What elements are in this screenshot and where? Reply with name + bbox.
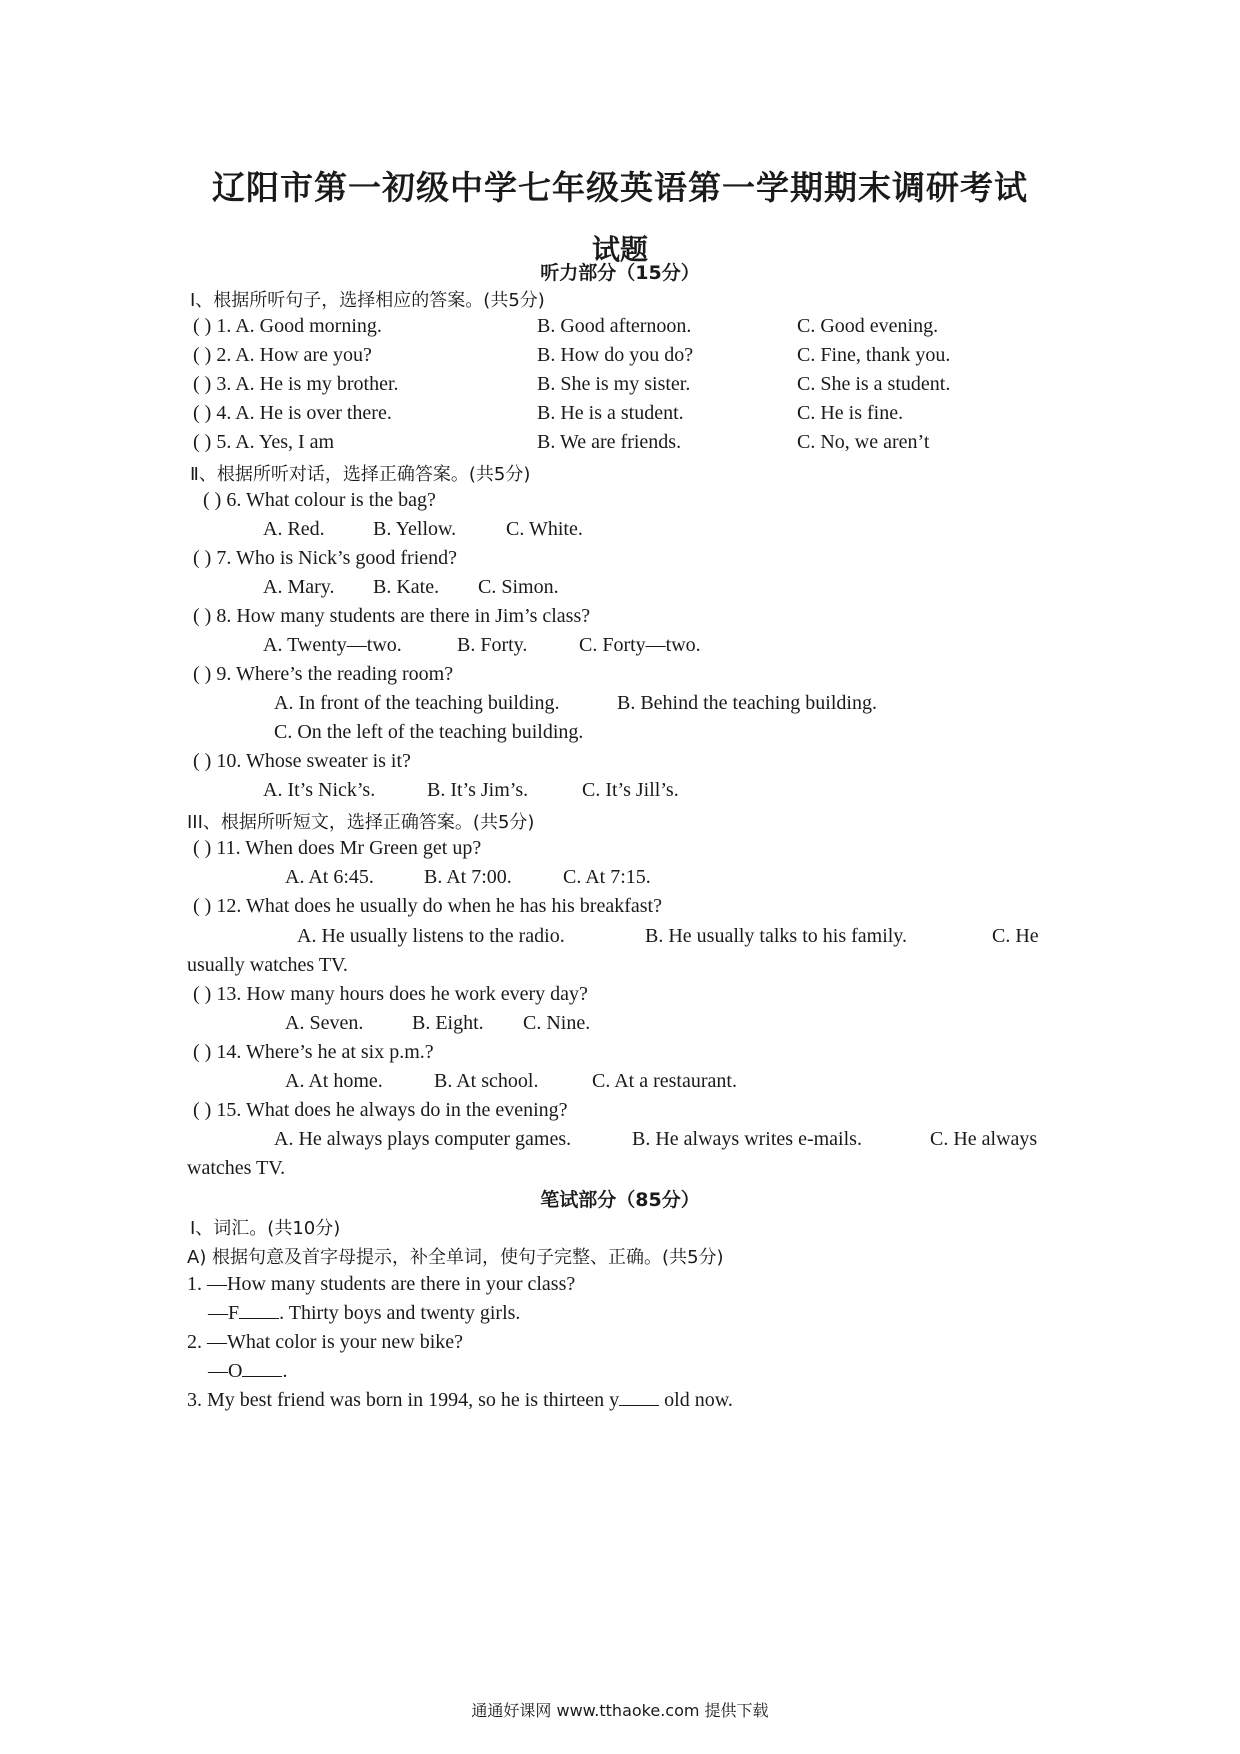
q1-option-b: B. Good afternoon. <box>537 315 692 337</box>
q14-option-c: C. At a restaurant. <box>592 1070 737 1092</box>
written-item-1-line1: 1. —How many students are there in your class? <box>187 1273 576 1295</box>
q9-option-c: C. On the left of the teaching building. <box>274 721 584 743</box>
page-subtitle: 试题 <box>591 233 648 266</box>
question-12: ( ) 12. What does he usually do when he has his breakfast? <box>193 895 662 917</box>
q8-option-b: B. Forty. <box>457 634 528 656</box>
q10-option-c: C. It’s Jill’s. <box>582 779 679 801</box>
q2-option-c: C. Fine, thank you. <box>797 344 951 366</box>
question-8: ( ) 8. How many students are there in Jim’s class? <box>193 605 591 627</box>
q8-option-a: A. Twenty—two. <box>263 634 402 656</box>
question-15: ( ) 15. What does he always do in the evening? <box>193 1099 568 1121</box>
q13-option-a: A. Seven. <box>285 1012 364 1034</box>
q11-option-b: B. At 7:00. <box>424 866 512 888</box>
q13-option-b: B. Eight. <box>412 1012 484 1034</box>
written-part1-label: Ⅰ、词汇。(共10分) <box>190 1218 341 1239</box>
q10-option-b: B. It’s Jim’s. <box>427 779 529 801</box>
q7-option-b: B. Kate. <box>373 576 440 598</box>
q1-option-c: C. Good evening. <box>797 315 939 337</box>
question-2: ( ) 2. A. How are you? <box>193 344 372 366</box>
question-11: ( ) 11. When does Mr Green get up? <box>193 837 482 859</box>
item3-suffix: old now. <box>659 1389 733 1411</box>
page-title: 辽阳市第一初级中学七年级英语第一学期期末调研考试 <box>212 168 1028 207</box>
q14-option-a: A. At home. <box>285 1070 383 1092</box>
written-item-1-line2 <box>208 1302 520 1325</box>
q6-option-b: B. Yellow. <box>373 518 457 540</box>
question-14: ( ) 14. Where’s he at six p.m.? <box>193 1041 434 1063</box>
q7-option-c: C. Simon. <box>478 576 559 598</box>
q15-option-a: A. He always plays computer games. <box>274 1128 572 1150</box>
q12-option-c-continued: usually watches TV. <box>187 954 348 976</box>
question-4: ( ) 4. A. He is over there. <box>193 402 392 424</box>
listening-heading: 听力部分（15分） <box>540 262 700 284</box>
q10-option-a: A. It’s Nick’s. <box>263 779 376 801</box>
question-5: ( ) 5. A. Yes, I am <box>193 431 335 453</box>
q4-option-c: C. He is fine. <box>797 402 904 424</box>
q15-option-b: B. He always writes e-mails. <box>632 1128 862 1150</box>
q2-option-b: B. How do you do? <box>537 344 694 366</box>
item3-blank[interactable] <box>619 1391 659 1406</box>
q5-option-c: C. No, we aren’t <box>797 431 930 453</box>
question-10: ( ) 10. Whose sweater is it? <box>193 750 411 772</box>
question-13: ( ) 13. How many hours does he work every day? <box>193 983 588 1005</box>
q15-option-c: C. He always <box>930 1128 1038 1150</box>
q13-option-c: C. Nine. <box>523 1012 591 1034</box>
question-3: ( ) 3. A. He is my brother. <box>193 373 399 395</box>
question-1: ( ) 1. A. Good morning. <box>193 315 382 337</box>
q12-option-b: B. He usually talks to his family. <box>645 925 908 947</box>
written-item-3 <box>187 1389 733 1412</box>
item3-prefix: 3. My best friend was born in 1994, so he is thirteen y <box>187 1389 620 1411</box>
written-item-2-line1: 2. —What color is your new bike? <box>187 1331 464 1353</box>
written-heading: 笔试部分（85分） <box>540 1189 700 1211</box>
question-6: ( ) 6. What colour is the bag? <box>203 489 436 511</box>
written-partA-label: A) 根据句意及首字母提示，补全单词，使句子完整、正确。(共5分) <box>187 1247 724 1268</box>
item2-prefix: —O <box>208 1360 243 1382</box>
q4-option-b: B. He is a student. <box>537 402 684 424</box>
part2-label: Ⅱ、根据所听对话，选择正确答案。(共5分) <box>190 464 531 485</box>
footer-credit: 通通好课网 www.tthaoke.com 提供下载 <box>471 1701 769 1720</box>
q3-option-b: B. She is my sister. <box>537 373 691 395</box>
q7-option-a: A. Mary. <box>263 576 335 598</box>
q9-option-b: B. Behind the teaching building. <box>617 692 877 714</box>
part3-label: III、根据所听短文，选择正确答案。(共5分) <box>187 812 535 833</box>
question-7: ( ) 7. Who is Nick’s good friend? <box>193 547 458 569</box>
item2-blank[interactable] <box>242 1362 282 1377</box>
q3-option-c: C. She is a student. <box>797 373 951 395</box>
q11-option-a: A. At 6:45. <box>285 866 374 888</box>
q12-option-a: A. He usually listens to the radio. <box>297 925 565 947</box>
q11-option-c: C. At 7:15. <box>563 866 651 888</box>
item2-suffix: . <box>282 1360 288 1382</box>
q15-option-c-continued: watches TV. <box>187 1157 286 1179</box>
q5-option-b: B. We are friends. <box>537 431 682 453</box>
part1-label: Ⅰ、根据所听句子，选择相应的答案。(共5分) <box>190 290 545 311</box>
q6-option-c: C. White. <box>506 518 583 540</box>
written-item-2-line2 <box>208 1360 287 1383</box>
q8-option-c: C. Forty—two. <box>579 634 701 656</box>
item1-blank[interactable] <box>239 1304 279 1319</box>
item1-suffix: . Thirty boys and twenty girls. <box>279 1302 521 1324</box>
q6-option-a: A. Red. <box>263 518 325 540</box>
q12-option-c: C. He <box>992 925 1039 947</box>
question-9: ( ) 9. Where’s the reading room? <box>193 663 454 685</box>
q14-option-b: B. At school. <box>434 1070 539 1092</box>
item1-prefix: —F <box>208 1302 240 1324</box>
q9-option-a: A. In front of the teaching building. <box>274 692 560 714</box>
